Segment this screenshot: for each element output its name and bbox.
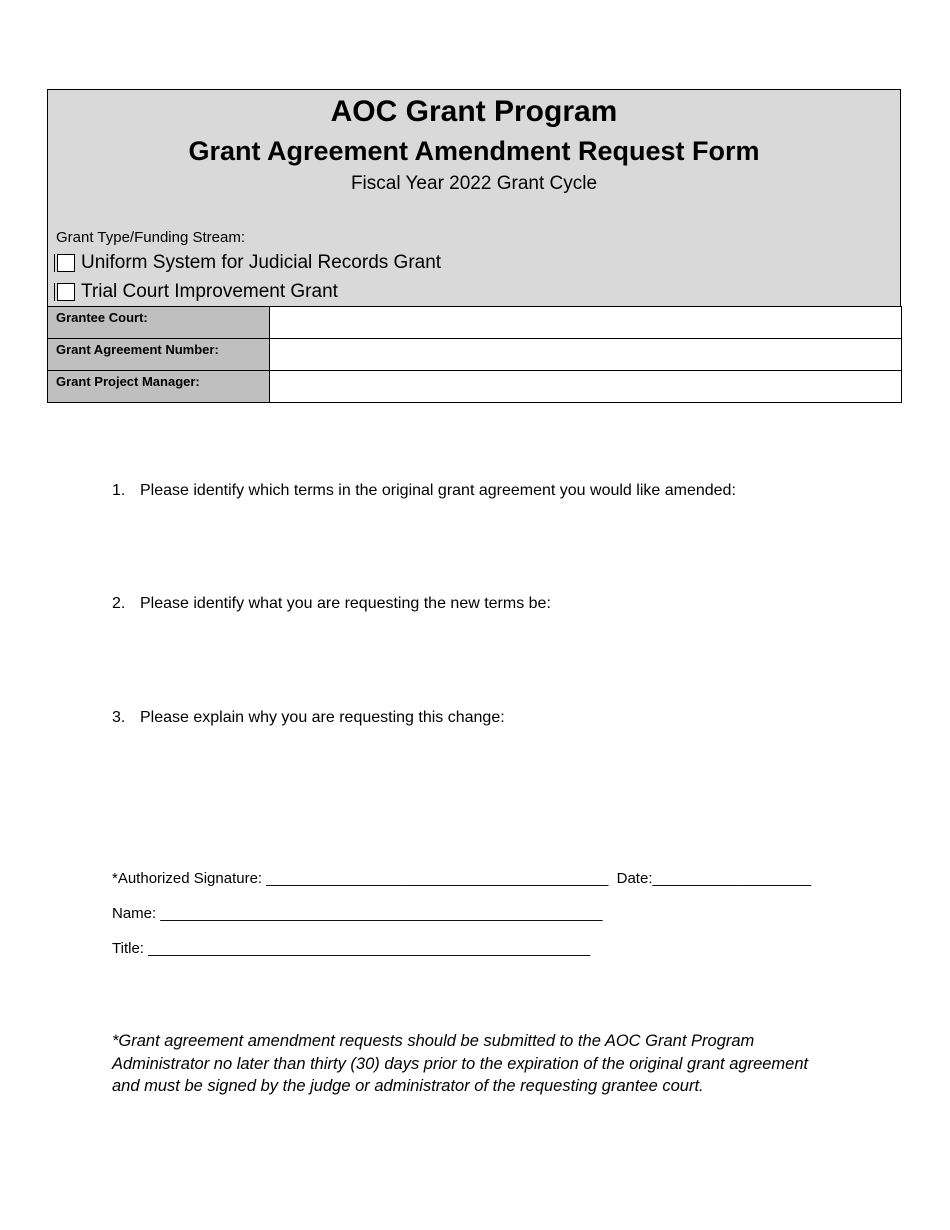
judicial-records-checkbox[interactable] <box>57 254 75 272</box>
grantee-court-field[interactable] <box>270 307 902 339</box>
program-title: AOC Grant Program <box>330 95 618 128</box>
trial-court-checkbox[interactable] <box>57 283 75 301</box>
question-text: Please identify which terms in the original grant agreement you would like amended: <box>140 482 736 499</box>
project-manager-label: Grant Project Manager: <box>48 371 270 403</box>
submission-footnote: *Grant agreement amendment requests should be submitted to the AOC Grant Program Administrator no later than thirty (30) days prior to the expiration of the original grant agreement and must be signed by the judge or administrator of the requesting grantee court. <box>112 1032 809 1095</box>
question-1 <box>112 481 736 501</box>
title-line[interactable]: Title: _____________________________________________________ <box>112 940 591 957</box>
form-header <box>47 89 901 307</box>
table-row <box>48 339 902 371</box>
grant-cycle: Fiscal Year 2022 Grant Cycle <box>350 173 598 194</box>
grantee-court-label: Grantee Court: <box>48 307 270 339</box>
agreement-number-label: Grant Agreement Number: <box>48 339 270 371</box>
funding-stream-label: Grant Type/Funding Stream: <box>56 229 245 246</box>
question-number: 2. <box>112 595 126 612</box>
grantee-info-table <box>47 306 902 403</box>
agreement-number-field[interactable] <box>270 339 902 371</box>
trial-court-label: Trial Court Improvement Grant <box>81 281 338 302</box>
funding-option-judicial-records[interactable] <box>57 251 441 275</box>
project-manager-field[interactable] <box>270 371 902 403</box>
question-number: 1. <box>112 482 126 499</box>
question-text: Please identify what you are requesting the new terms be: <box>140 595 551 612</box>
signature-date-line[interactable]: *Authorized Signature: _________________________________________ Date:___________________ <box>112 870 811 887</box>
table-row <box>48 371 902 403</box>
question-2 <box>112 594 551 614</box>
funding-option-trial-court[interactable] <box>57 280 338 304</box>
question-number: 3. <box>112 709 126 726</box>
question-3 <box>112 708 505 728</box>
form-title: Grant Agreement Amendment Request Form <box>188 136 760 166</box>
table-row <box>48 307 902 339</box>
name-line[interactable]: Name: _____________________________________________________ <box>112 905 603 922</box>
question-text: Please explain why you are requesting this change: <box>140 709 505 726</box>
judicial-records-label: Uniform System for Judicial Records Grant <box>81 252 442 273</box>
